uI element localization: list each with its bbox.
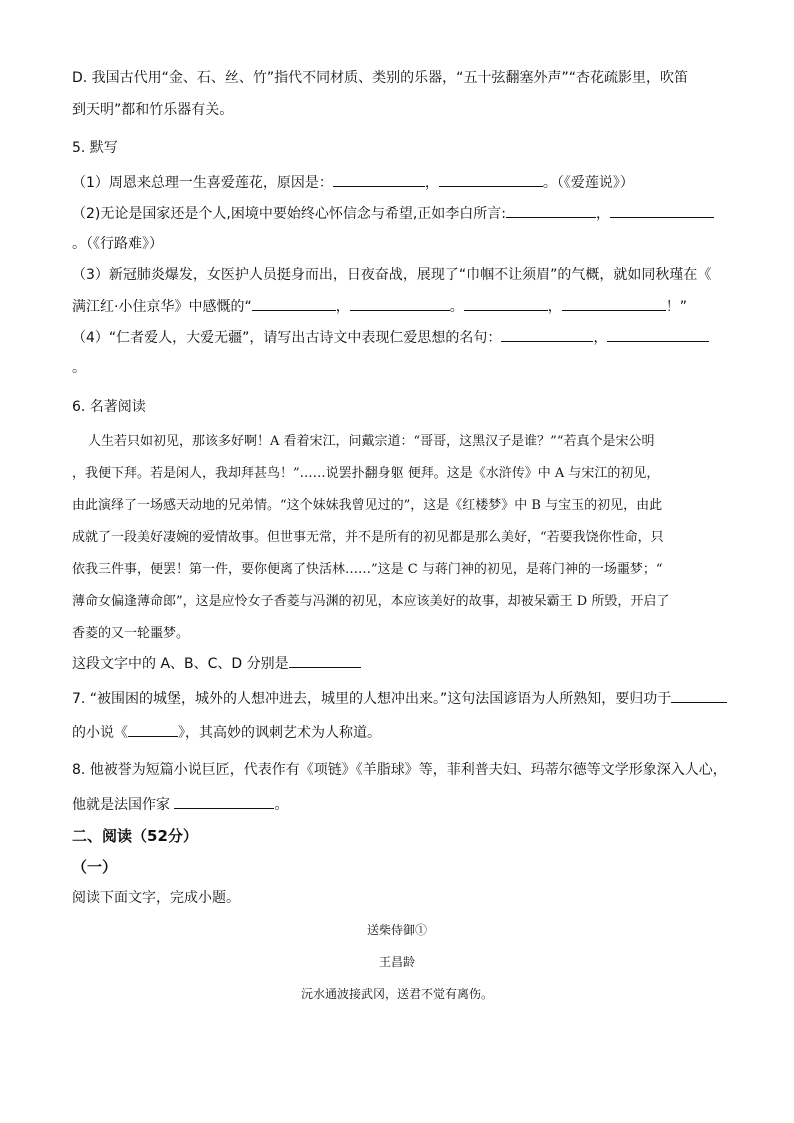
q8-line1: 8. 他被誉为短篇小说巨匠，代表作有《项链》《羊脂球》等，菲利普夫妇、玛蒂尔德等文学形象深入人心， xyxy=(72,762,727,778)
q6-passage-line: 成就了一段美好凄婉的爱情故事。但世事无常，并不是所有的初见都是那么美好，“若要我饶你性命，只 xyxy=(72,530,664,545)
q7-line2: 的小说《 》，其高妙的讽刺艺术为人称道。 xyxy=(72,722,381,743)
q5-item4: （4）“仁者爱人，大爱无疆”，请写出古诗文中表现仁爱思想的名句： ， xyxy=(72,327,709,348)
answer-blank[interactable] xyxy=(252,296,336,311)
q8-line2: 他就是法国作家 。 xyxy=(72,794,288,815)
answer-blank[interactable] xyxy=(610,203,714,218)
poem-line: 沅水通波接武冈，送君不觉有离伤。 xyxy=(300,987,493,1001)
q5-item3-line1: （3）新冠肺炎爆发，女医护人员挺身而出，日夜奋战，展现了“巾帼不让须眉”的气概，就如同秋瑾在《 xyxy=(72,267,712,283)
q6-question: 这段文字中的 A、B、C、D 分别是 xyxy=(72,653,361,674)
q6-passage-line: 人生若只如初见，那该多好啊！A 看着宋江，问戴宗道：“哥哥，这黑汉子是谁？”“若真个是宋公明 xyxy=(88,434,655,449)
q5-item2-end: 。（《行路难》） xyxy=(72,236,163,252)
answer-blank[interactable] xyxy=(350,296,450,311)
q5-item2-text: （2)无论是国家还是个人,困境中要始终心怀信念与希望,正如李白所言: xyxy=(72,206,506,222)
answer-blank[interactable] xyxy=(128,722,178,737)
section-subtitle: （一） xyxy=(72,858,118,876)
answer-blank[interactable] xyxy=(506,203,596,218)
q6-passage-line: 由此演绎了一场感天动地的兄弟情。“这个妹妹我曾见过的”，这是《红楼梦》中 B 与宝玉的初见，由此 xyxy=(72,498,663,513)
answer-blank[interactable] xyxy=(439,172,543,187)
q6-passage-line: 香菱的又一轮噩梦。 xyxy=(72,626,190,641)
section-instruction: 阅读下面文字，完成小题。 xyxy=(72,890,240,906)
answer-blank[interactable] xyxy=(671,688,727,703)
answer-blank[interactable] xyxy=(607,327,709,342)
answer-blank[interactable] xyxy=(333,172,425,187)
answer-blank[interactable] xyxy=(464,296,548,311)
answer-blank[interactable] xyxy=(174,794,274,809)
answer-blank[interactable] xyxy=(501,327,593,342)
q5-item2: （2)无论是国家还是个人,困境中要始终心怀信念与希望,正如李白所言: ， xyxy=(72,203,714,224)
q5-item1: （1）周恩来总理一生喜爱莲花，原因是： ， 。（《爱莲说》） xyxy=(72,172,634,193)
answer-blank[interactable] xyxy=(562,296,666,311)
option-d-line2: 到天明”都和竹乐器有关。 xyxy=(72,102,234,118)
q6-passage-line: 薄命女偏逢薄命郎”，这是应怜女子香菱与冯渊的初见，本应该美好的故事，却被呆霸王 D 所毁，开启了 xyxy=(72,594,670,609)
q7-line1: 7. “被围困的城堡，城外的人想冲进去，城里的人想冲出来。”这句法国谚语为人所熟知，要归功于 xyxy=(72,688,727,709)
poem-author: 王昌龄 xyxy=(378,955,415,969)
q5-item4-end: 。 xyxy=(72,360,86,376)
answer-blank[interactable] xyxy=(289,653,361,668)
q5-item1-text: （1）周恩来总理一生喜爱莲花，原因是： xyxy=(72,175,333,191)
q5-title: 5. 默写 xyxy=(72,140,118,156)
section-title: 二、阅读（52分） xyxy=(72,827,198,845)
q6-passage-line: ，我便下拜。若是闲人，我却拜甚鸟！”……说罢扑翻身躯 便拜。这是《水浒传》中 A 与宋江的初见， xyxy=(72,466,660,481)
option-d-line1: D. 我国古代用“金、石、丝、竹”指代不同材质、类别的乐器，“五十弦翻塞外声”“杏花疏影里，吹笛 xyxy=(72,70,688,86)
q6-passage-line: 依我三件事，便罢！第一件，要你便离了快活林……”这是 C 与蒋门神的初见，是蒋门神的一场噩梦；“ xyxy=(72,562,663,577)
q6-title: 6. 名著阅读 xyxy=(72,399,146,415)
poem-title: 送柴侍御① xyxy=(366,923,427,937)
q5-item3-line2: 满江红·小住京华》中感慨的“ ， 。 ， ！” xyxy=(72,296,687,317)
